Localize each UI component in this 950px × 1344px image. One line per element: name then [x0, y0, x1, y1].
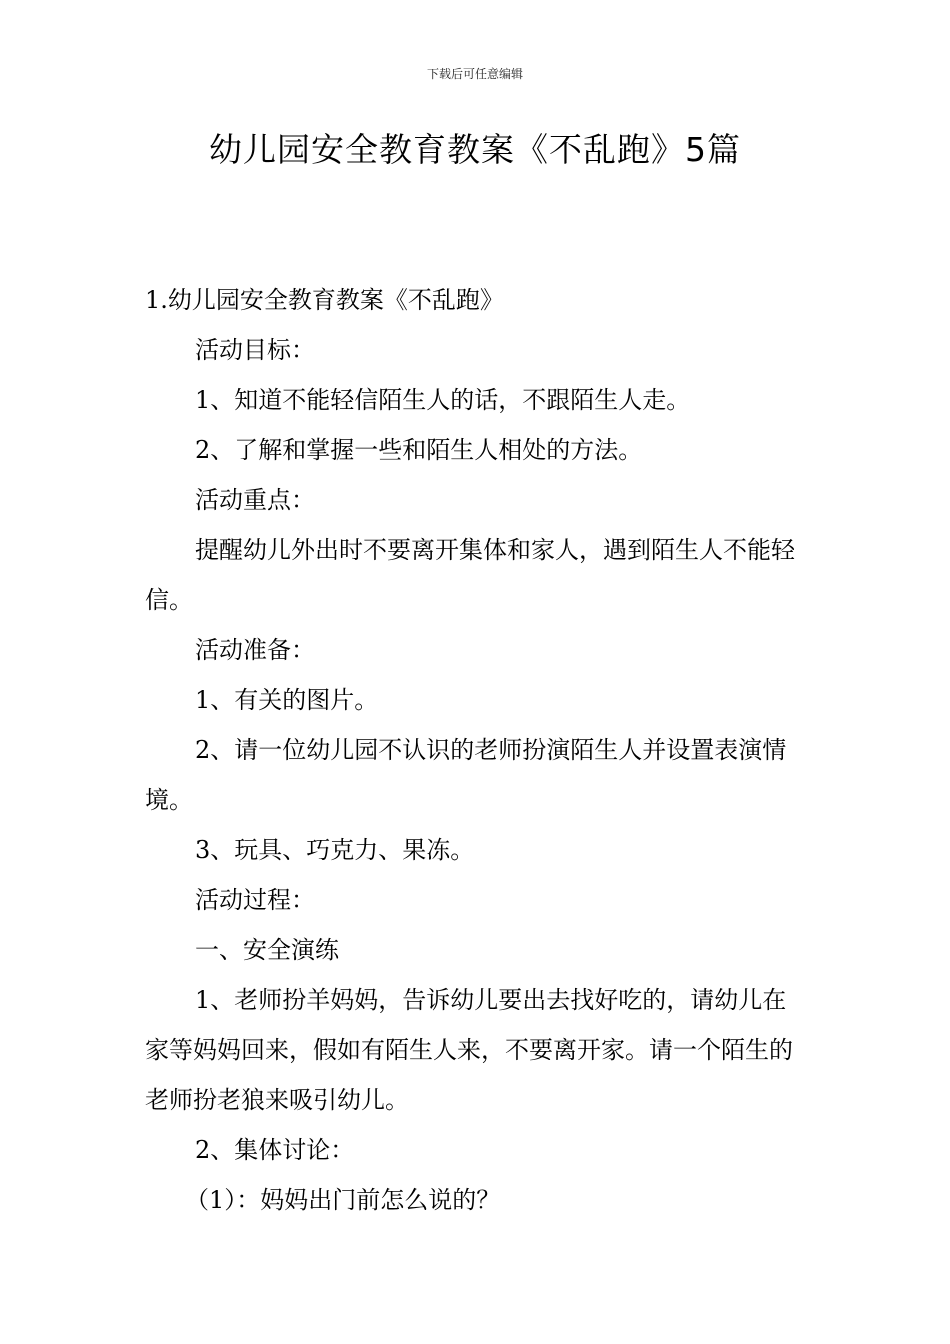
goal-item-2: 2、了解和掌握一些和陌生人相处的方法。: [195, 436, 643, 464]
heading-activity-process: 活动过程：: [195, 886, 315, 914]
heading-activity-focus: 活动重点：: [195, 486, 315, 514]
focus-paragraph: 提醒幼儿外出时不要离开集体和家人，遇到陌生人不能轻信。: [145, 536, 795, 614]
process-part-1-title: 一、安全演练: [195, 936, 339, 964]
preparation-item-3: 3、玩具、巧克力、果冻。: [195, 836, 475, 864]
heading-activity-preparation: 活动准备：: [195, 636, 315, 664]
goal-item-1: 1、知道不能轻信陌生人的话，不跟陌生人走。: [195, 386, 691, 414]
preparation-item-2: 2、请一位幼儿园不认识的老师扮演陌生人并设置表演情境。: [145, 736, 787, 814]
preparation-item-1: 1、有关的图片。: [195, 686, 379, 714]
document-body: [145, 275, 807, 1225]
document-title: 幼儿园安全教育教案《不乱跑》5篇: [209, 130, 741, 169]
discussion-question-1: （1）：妈妈出门前怎么说的？: [185, 1186, 501, 1214]
process-step-2: 2、集体讨论：: [195, 1136, 355, 1164]
process-step-1: 1、老师扮羊妈妈，告诉幼儿要出去找好吃的，请幼儿在家等妈妈回来，假如有陌生人来，不要离开家。请一个陌生的老师扮老狼来吸引幼儿。: [145, 986, 793, 1114]
section-title: 1.幼儿园安全教育教案《不乱跑》: [145, 286, 504, 314]
header-note: 下载后可任意编辑: [426, 67, 523, 81]
heading-activity-goals: 活动目标：: [195, 336, 315, 364]
